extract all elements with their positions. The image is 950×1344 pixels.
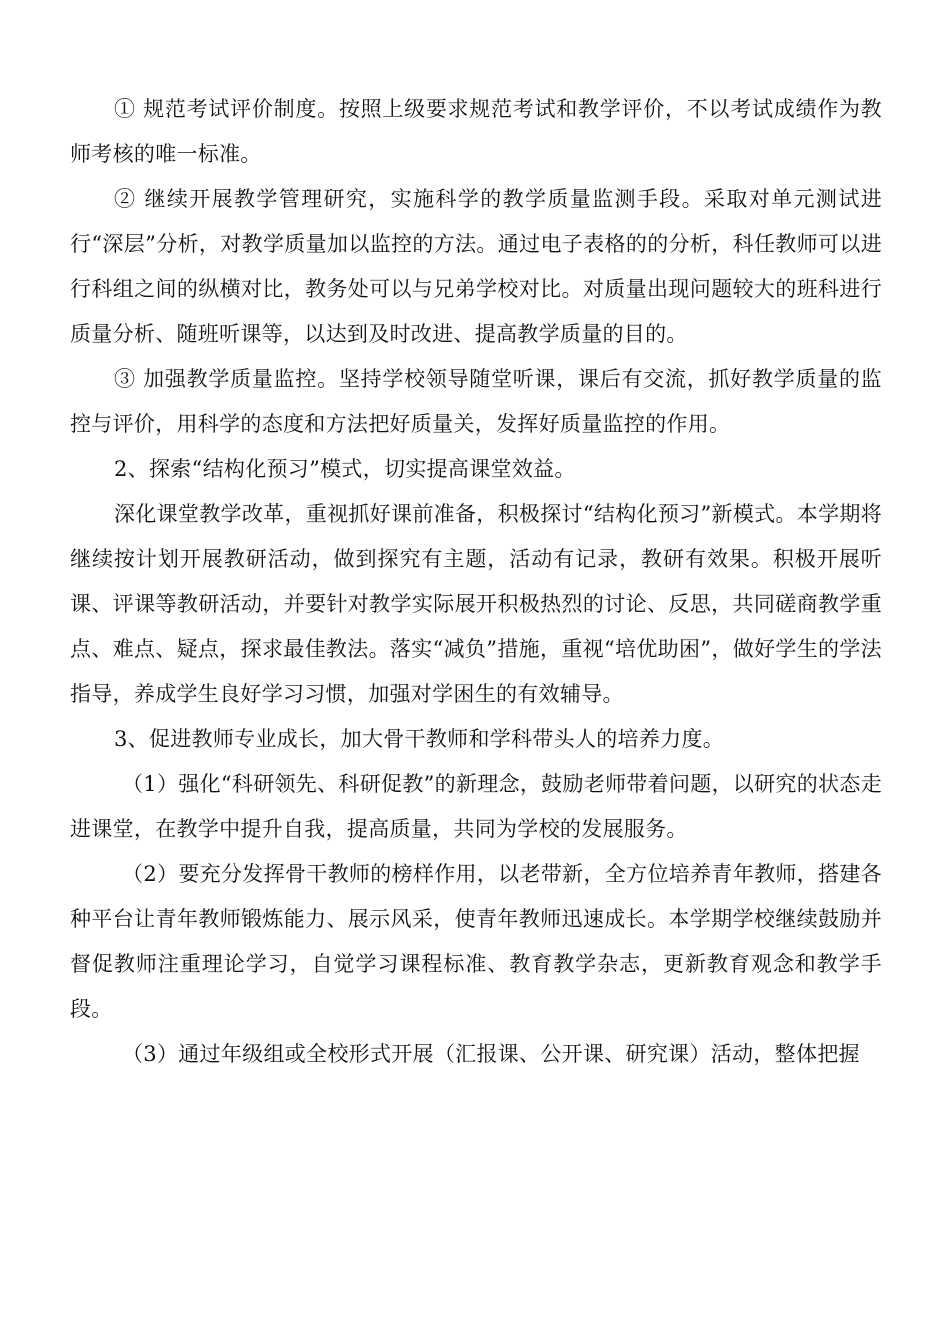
paragraph-classroom-reform: 深化课堂教学改革，重视抓好课前准备，积极探讨“结构化预习”新模式。本学期将继续按计划开展教研活动，做到探究有主题，活动有记录，教研有效果。积极开展听课、评课等教研活动，并要针对教学实际展开积极热烈的讨论、反思，共同磋商教学重点、难点、疑点，探求最佳教法。落实“减负”措施，重视“培优助困”，做好学生的学法指导，养成学生良好学习习惯，加强对学困生的有效辅导。 xyxy=(70,502,882,706)
section-heading-structured-preview: 2、探索“结构化预习”模式，切实提高课堂效益。 xyxy=(114,457,576,481)
paragraph-quality-monitoring: ③ 加强教学质量监控。坚持学校领导随堂听课，课后有交流，抓好教学质量的监控与评价，用科学的态度和方法把好质量关，发挥好质量监控的作用。 xyxy=(70,367,882,436)
section-heading-teacher-growth: 3、促进教师专业成长，加大骨干教师和学科带头人的培养力度。 xyxy=(114,727,725,751)
paragraph-backbone-teachers: （2）要充分发挥骨干教师的榜样作用，以老带新，全方位培养青年教师，搭建各种平台让青年教师锻炼能力、展示风采，使青年教师迅速成长。本学期学校继续鼓励并督促教师注重理论学习，自觉学习课程标准、教育教学杂志，更新教育观念和教学手段。 xyxy=(70,862,882,1021)
paragraph-grade-activities: （3）通过年级组或全校形式开展（汇报课、公开课、研究课）活动，整体把握 xyxy=(122,1042,860,1066)
paragraph-research-first: （1）强化“科研领先、科研促教”的新理念，鼓励老师带着问题，以研究的状态走进课堂，在教学中提升自我，提高质量，共同为学校的发展服务。 xyxy=(70,772,882,841)
document-body xyxy=(70,87,882,1077)
paragraph-exam-evaluation: ① 规范考试评价制度。按照上级要求规范考试和教学评价，不以考试成绩作为教师考核的唯一标准。 xyxy=(70,97,882,166)
paragraph-teaching-management-research: ② 继续开展教学管理研究，实施科学的教学质量监测手段。采取对单元测试进行“深层”分析，对教学质量加以监控的方法。通过电子表格的的分析，科任教师可以进行科组之间的纵横对比，教务处可以与兄弟学校对比。对质量出现问题较大的班科进行质量分析、随班听课等，以达到及时改进、提高教学质量的目的。 xyxy=(70,187,882,346)
